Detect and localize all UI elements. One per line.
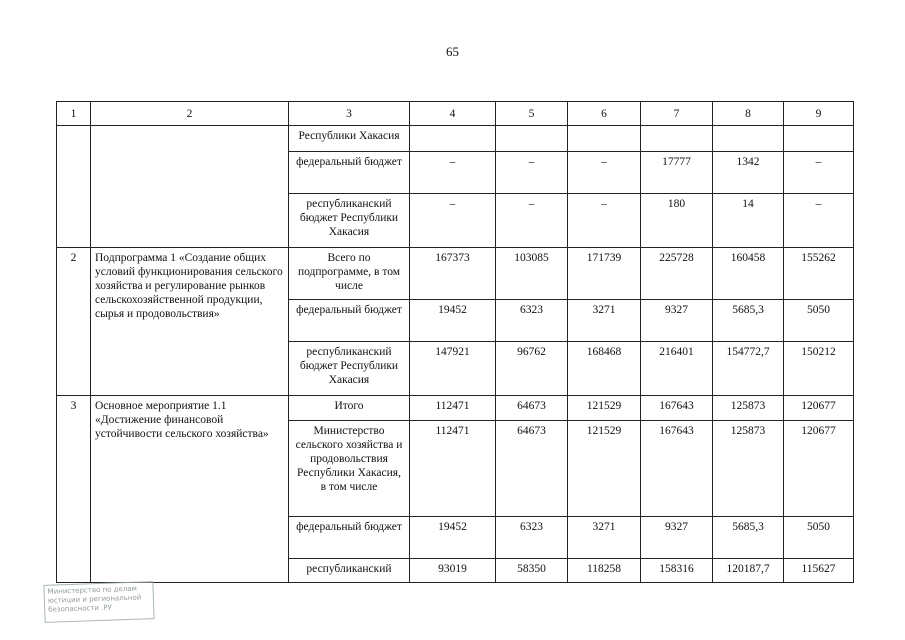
value-cell: 216401 (641, 342, 713, 396)
funding-source: республиканский бюджет Республики Хакасия (289, 194, 410, 248)
value-cell: 225728 (641, 248, 713, 300)
value-cell (496, 126, 568, 152)
value-cell: – (568, 152, 641, 194)
row-number: 3 (57, 396, 91, 583)
value-cell: 150212 (784, 342, 854, 396)
value-cell: 14 (713, 194, 784, 248)
value-cell: 9327 (641, 300, 713, 342)
value-cell: 171739 (568, 248, 641, 300)
value-cell: 112471 (410, 396, 496, 421)
col-header: 5 (496, 102, 568, 126)
value-cell: 112471 (410, 421, 496, 517)
value-cell: 155262 (784, 248, 854, 300)
value-cell: 5685,3 (713, 300, 784, 342)
funding-source: федеральный бюджет (289, 517, 410, 559)
col-header: 1 (57, 102, 91, 126)
value-cell: 121529 (568, 421, 641, 517)
value-cell: 3271 (568, 300, 641, 342)
value-cell: 19452 (410, 517, 496, 559)
row-number: 2 (57, 248, 91, 396)
table-row (57, 248, 854, 300)
funding-source: республиканский (289, 559, 410, 583)
value-cell: 120187,7 (713, 559, 784, 583)
page-number: 65 (446, 44, 459, 59)
col-header: 7 (641, 102, 713, 126)
value-cell: 160458 (713, 248, 784, 300)
funding-source: Всего по подпрограмме, в том числе (289, 248, 410, 300)
value-cell: 154772,7 (713, 342, 784, 396)
funding-source: Министерство сельского хозяйства и продовольствия Республики Хакасия, в том числе (289, 421, 410, 517)
value-cell: 96762 (496, 342, 568, 396)
col-header: 8 (713, 102, 784, 126)
table-row (57, 126, 854, 152)
value-cell (713, 126, 784, 152)
value-cell: 115627 (784, 559, 854, 583)
value-cell: 180 (641, 194, 713, 248)
value-cell: 1342 (713, 152, 784, 194)
value-cell: 5050 (784, 300, 854, 342)
value-cell: 120677 (784, 421, 854, 517)
value-cell (641, 126, 713, 152)
funding-source: федеральный бюджет (289, 152, 410, 194)
col-header: 9 (784, 102, 854, 126)
col-header: 6 (568, 102, 641, 126)
value-cell: 103085 (496, 248, 568, 300)
value-cell: 125873 (713, 396, 784, 421)
value-cell: 121529 (568, 396, 641, 421)
value-cell: – (496, 152, 568, 194)
value-cell: 167643 (641, 421, 713, 517)
value-cell (784, 126, 854, 152)
funding-source: Республики Хакасия (289, 126, 410, 152)
value-cell (568, 126, 641, 152)
program-name (91, 126, 289, 248)
value-cell: 167643 (641, 396, 713, 421)
funding-source: Итого (289, 396, 410, 421)
value-cell: 5685,3 (713, 517, 784, 559)
value-cell: – (568, 194, 641, 248)
value-cell: 19452 (410, 300, 496, 342)
value-cell: 58350 (496, 559, 568, 583)
funding-source: федеральный бюджет (289, 300, 410, 342)
value-cell: 3271 (568, 517, 641, 559)
value-cell: 147921 (410, 342, 496, 396)
col-header: 3 (289, 102, 410, 126)
value-cell: 167373 (410, 248, 496, 300)
budget-table (56, 101, 854, 583)
value-cell: – (784, 152, 854, 194)
value-cell (410, 126, 496, 152)
value-cell: 64673 (496, 421, 568, 517)
value-cell: – (784, 194, 854, 248)
col-header: 4 (410, 102, 496, 126)
value-cell: 118258 (568, 559, 641, 583)
value-cell: 158316 (641, 559, 713, 583)
table-row (57, 396, 854, 421)
program-name: Основное мероприятие 1.1 «Достижение финансовой устойчивости сельского хозяйства» (91, 396, 289, 583)
header-row (57, 102, 854, 126)
value-cell: 168468 (568, 342, 641, 396)
value-cell: 93019 (410, 559, 496, 583)
value-cell: 125873 (713, 421, 784, 517)
value-cell: 17777 (641, 152, 713, 194)
row-number (57, 126, 91, 248)
value-cell: – (410, 152, 496, 194)
value-cell: 64673 (496, 396, 568, 421)
value-cell: – (496, 194, 568, 248)
funding-source: республиканский бюджет Республики Хакасия (289, 342, 410, 396)
value-cell: 9327 (641, 517, 713, 559)
col-header: 2 (91, 102, 289, 126)
value-cell: 120677 (784, 396, 854, 421)
program-name: Подпрограмма 1 «Создание общих условий функционирования сельского хозяйства и регулирование рынков сельскохозяйственной продукции, сырья и продовольствия» (91, 248, 289, 396)
value-cell: 5050 (784, 517, 854, 559)
watermark-stamp: Министерство по делам юстиции и региональной безопасности .РУ (43, 581, 154, 623)
value-cell: 6323 (496, 517, 568, 559)
value-cell: 6323 (496, 300, 568, 342)
value-cell: – (410, 194, 496, 248)
